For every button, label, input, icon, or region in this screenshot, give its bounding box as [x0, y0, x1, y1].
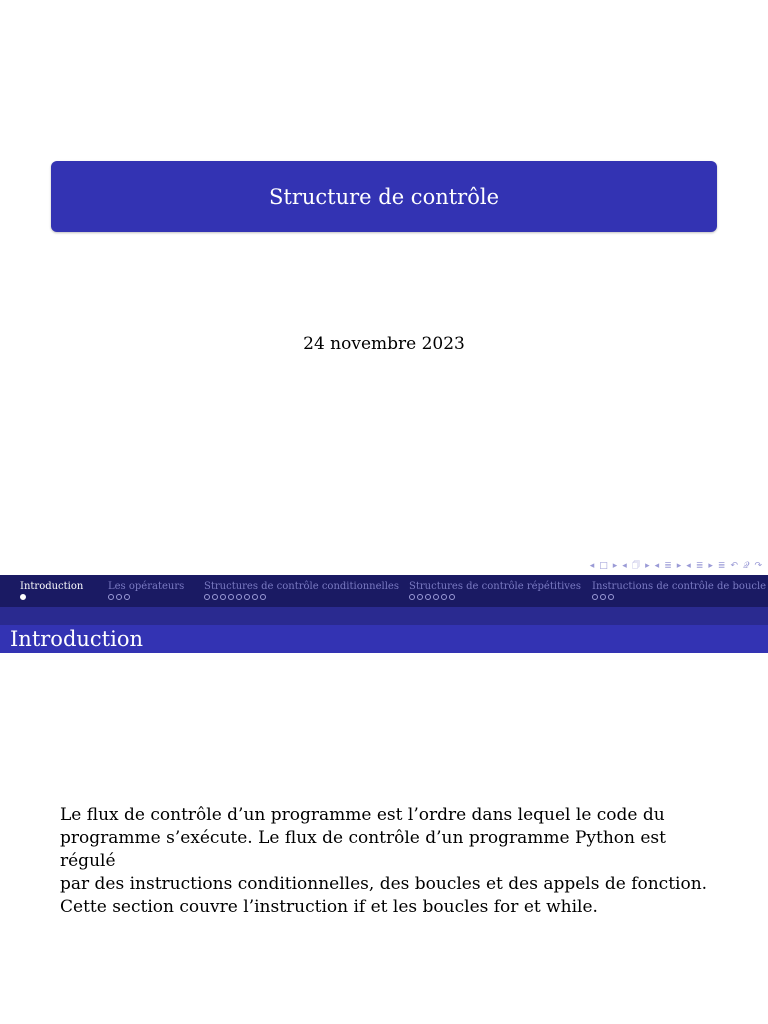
body-line: par des instructions conditionnelles, des boucles et des appels de fonction.: [60, 874, 708, 894]
nav-symbol-icon[interactable]: ▸: [645, 561, 650, 571]
frame-dots: [108, 594, 130, 600]
frame-dot[interactable]: [212, 594, 218, 600]
body-line: Le flux de contrôle d’un programme est l’ordre dans lequel le code du: [60, 805, 665, 825]
frame-dots: [592, 594, 614, 600]
frame-title: Introduction: [10, 627, 143, 651]
subsection-bar: [0, 607, 768, 625]
frame-dot[interactable]: [425, 594, 431, 600]
nav-symbol-icon[interactable]: ≣: [717, 561, 726, 571]
introduction-slide: [0, 575, 768, 1024]
frame-dot[interactable]: [236, 594, 242, 600]
section-link[interactable]: Structures de contrôle répétitives: [409, 581, 581, 592]
frame-dots: [409, 594, 455, 600]
body-line: Cette section couvre l’instruction if et les boucles for et while.: [60, 897, 598, 917]
frame-dot[interactable]: [409, 594, 415, 600]
frame-dot[interactable]: [417, 594, 423, 600]
frame-title-bar: [0, 625, 768, 653]
frame-dot[interactable]: [592, 594, 598, 600]
frame-dot[interactable]: [260, 594, 266, 600]
nav-symbol-icon[interactable]: ◂: [622, 561, 627, 571]
nav-symbol-icon[interactable]: ◂: [589, 561, 595, 571]
frame-dot[interactable]: [433, 594, 439, 600]
presentation-title: Structure de contrôle: [269, 184, 499, 209]
nav-symbol-icon[interactable]: ≣: [664, 561, 672, 571]
frame-dot[interactable]: [441, 594, 447, 600]
beamer-navigation-symbols[interactable]: [590, 560, 762, 572]
nav-symbol-icon[interactable]: ↶: [730, 561, 738, 571]
section-link[interactable]: Instructions de contrôle de boucle: [592, 581, 767, 592]
nav-symbol-icon[interactable]: ▸: [676, 561, 682, 571]
frame-dot[interactable]: [108, 594, 114, 600]
frame-dot[interactable]: [20, 594, 26, 600]
nav-symbol-icon[interactable]: ≣: [695, 561, 704, 571]
frame-dot[interactable]: [228, 594, 234, 600]
section-navigation-bar: [0, 575, 768, 607]
nav-symbol-icon[interactable]: ◂: [686, 561, 691, 571]
frame-dots: [204, 594, 266, 600]
frame-dot[interactable]: [600, 594, 606, 600]
frame-dot[interactable]: [449, 594, 455, 600]
nav-symbol-icon[interactable]: ↷: [754, 561, 762, 571]
nav-symbol-icon[interactable]: ▸: [708, 561, 713, 571]
section-link[interactable]: Les opérateurs: [108, 581, 185, 592]
body-paragraph: [60, 804, 720, 919]
frame-dot[interactable]: [608, 594, 614, 600]
frame-dot[interactable]: [124, 594, 130, 600]
frame-dot[interactable]: [204, 594, 210, 600]
nav-symbol-icon[interactable]: ▸: [612, 561, 618, 571]
section-link[interactable]: Structures de contrôle conditionnelles: [204, 581, 399, 592]
nav-symbol-icon[interactable]: 🗇: [631, 561, 641, 571]
body-line: programme s’exécute. Le flux de contrôle d’un programme Python est régulé: [60, 828, 666, 871]
frame-dot[interactable]: [252, 594, 258, 600]
frame-dot[interactable]: [116, 594, 122, 600]
title-box: [51, 161, 717, 232]
presentation-date: 24 novembre 2023: [303, 334, 465, 354]
nav-symbol-icon[interactable]: □: [599, 561, 608, 571]
section-link[interactable]: Introduction: [20, 581, 84, 592]
frame-dot[interactable]: [220, 594, 226, 600]
frame-dot[interactable]: [244, 594, 250, 600]
frame-dots: [20, 594, 26, 600]
nav-symbol-icon[interactable]: ◂: [654, 561, 660, 571]
nav-symbol-icon[interactable]: 𝒬: [742, 561, 750, 571]
